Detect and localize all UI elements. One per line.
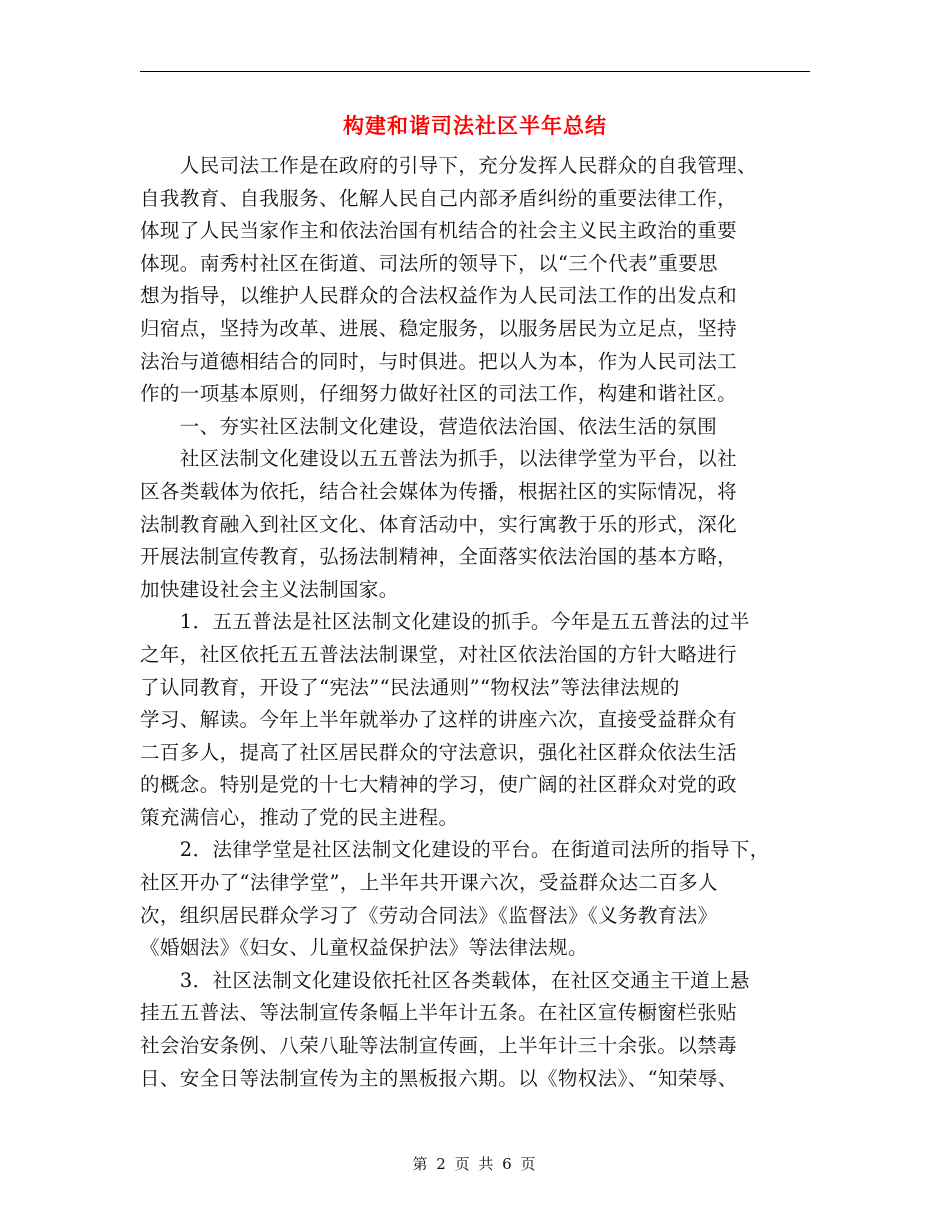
body-line: 3．社区法制文化建设依托社区各类载体，在社区交通主干道上悬 (140, 968, 750, 992)
body-line: 加快建设社会主义法制国家。 (140, 577, 399, 601)
body-line: 次，组织居民群众学习了《劳动合同法》《监督法》《义务教育法》 (140, 903, 718, 927)
body-line: 策充满信心，推动了党的民主进程。 (140, 805, 459, 829)
body-line: 法治与道德相结合的同时，与时俱进。把以人为本，作为人民司法工 (140, 349, 738, 373)
body-line: 区各类载体为依托，结合社会媒体为传播，根据社区的实际情况，将 (140, 479, 738, 503)
body-line: 挂五五普法、等法制宣传条幅上半年计五条。在社区宣传橱窗栏张贴 (140, 1001, 738, 1025)
body-line: 之年，社区依托五五普法法制课堂，对社区依法治国的方针大略进行 (140, 642, 738, 666)
body-line: 法制教育融入到社区文化、体育活动中，实行寓教于乐的形式，深化 (140, 512, 738, 536)
document-body (140, 150, 812, 1095)
body-line: 归宿点，坚持为改革、进展、稳定服务，以服务居民为立足点，坚持 (140, 316, 738, 340)
body-line: 一、夯实社区法制文化建设，营造依法治国、依法生活的氛围 (140, 414, 718, 438)
body-line: 学习、解读。今年上半年就举办了这样的讲座六次，直接受益群众有 (140, 708, 738, 732)
body-line: 作的一项基本原则，仔细努力做好社区的司法工作，构建和谐社区。 (140, 382, 738, 406)
body-line: 的概念。特别是党的十七大精神的学习，使广阔的社区群众对党的政 (140, 773, 738, 797)
document-title: 构建和谐司法社区半年总结 (343, 113, 607, 138)
body-line: 想为指导，以维护人民群众的合法权益作为人民司法工作的出发点和 (140, 284, 738, 308)
body-line: 体现了人民当家作主和依法治国有机结合的社会主义民主政治的重要 (140, 219, 738, 243)
body-line: 社区法制文化建设以五五普法为抓手，以法律学堂为平台，以社 (140, 447, 738, 471)
body-line: 人民司法工作是在政府的引导下，充分发挥人民群众的自我管理、 (140, 154, 757, 177)
body-line: 1．五五普法是社区法制文化建设的抓手。今年是五五普法的过半 (140, 610, 750, 634)
header-rule (140, 71, 810, 72)
body-line: 体现。南秀村社区在街道、司法所的领导下，以“三个代表”重要思 (140, 251, 718, 275)
page-footer: 第 2 页 共 6 页 (412, 1155, 538, 1173)
body-line: 社区开办了“法律学堂”，上半年共开课六次，受益群众达二百多人 (140, 871, 718, 895)
body-line: 日、安全日等法制宣传为主的黑板报六期。以《物权法》、“知荣辱、 (140, 1066, 738, 1090)
body-line: 《婚姻法》《妇女、儿童权益保护法》等法律法规。 (140, 936, 588, 960)
body-line: 社会治安条例、八荣八耻等法制宣传画，上半年计三十余张。以禁毒 (140, 1034, 738, 1058)
body-line: 开展法制宣传教育，弘扬法制精神，全面落实依法治国的基本方略， (140, 545, 738, 569)
body-line: 二百多人，提高了社区居民群众的守法意识，强化社区群众依法生活 (140, 740, 738, 764)
body-line: 了认同教育，开设了“宪法”“民法通则”“物权法”等法律法规的 (140, 675, 680, 699)
body-line: 自我教育、自我服务、化解人民自己内部矛盾纠纷的重要法律工作， (140, 186, 738, 210)
body-line: 2．法律学堂是社区法制文化建设的平台。在街道司法所的指导下， (140, 838, 770, 862)
